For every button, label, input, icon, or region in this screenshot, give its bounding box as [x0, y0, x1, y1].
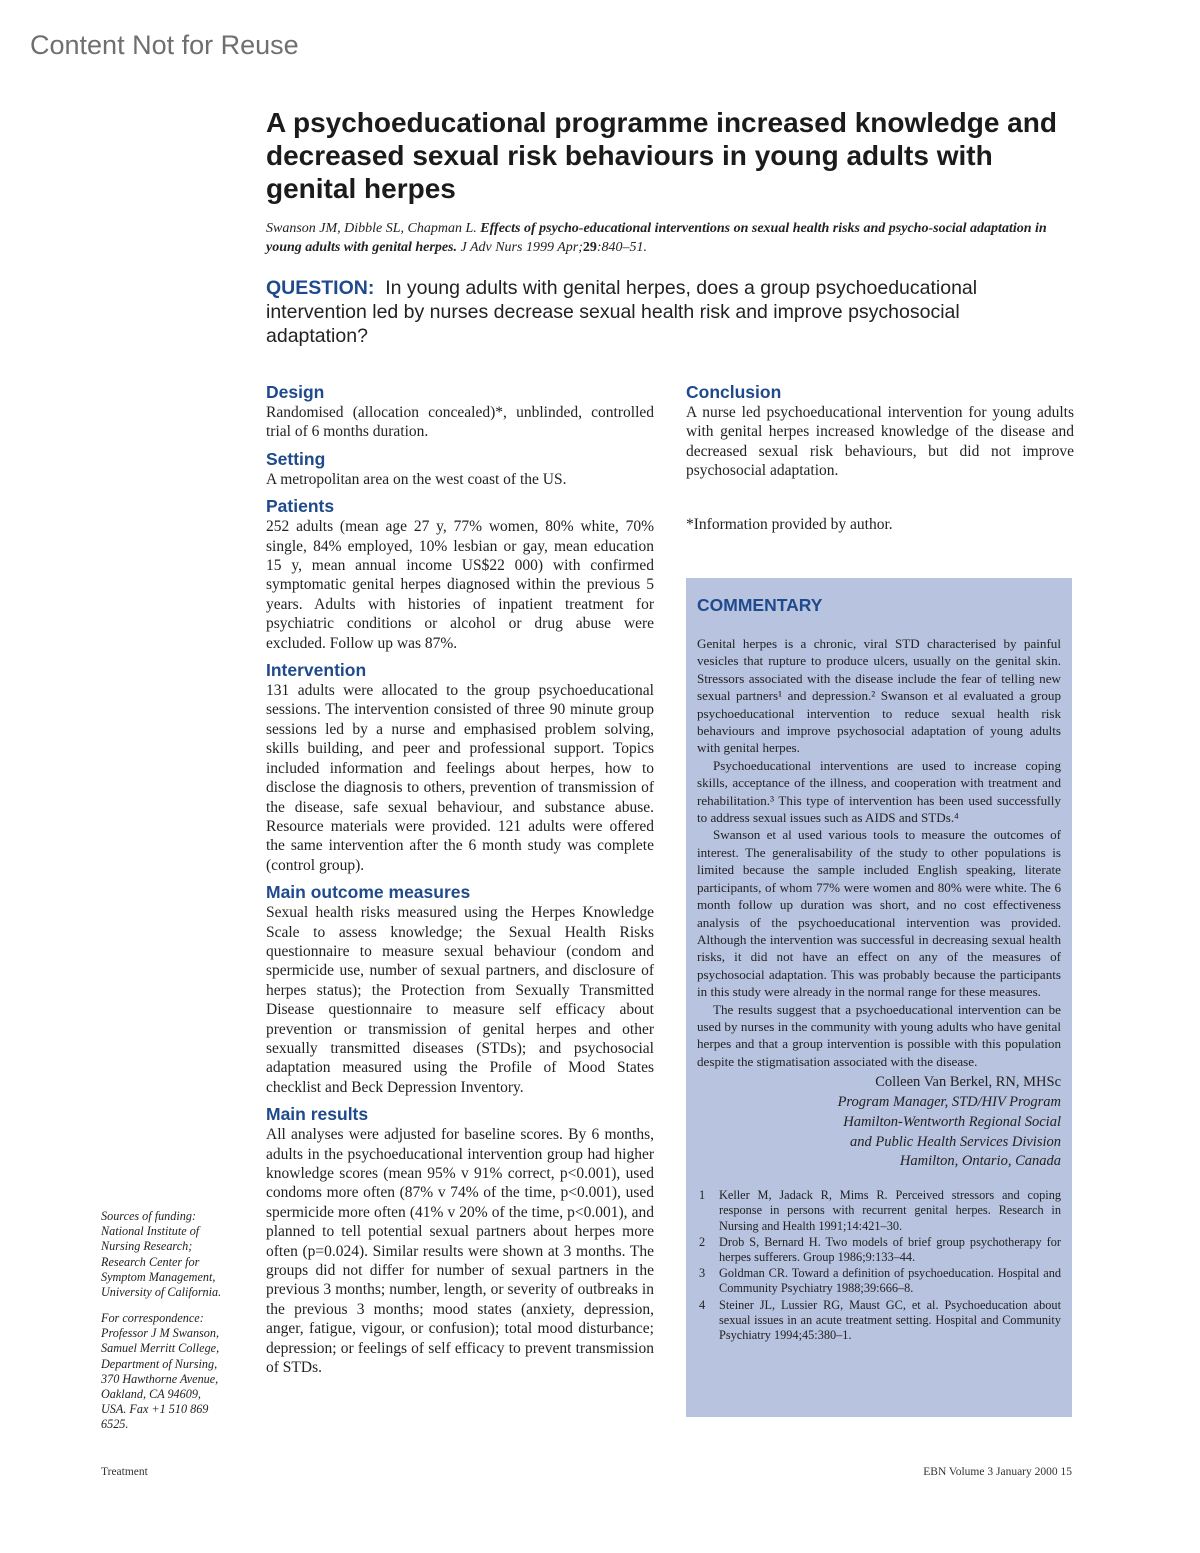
citation-journal: J Adv Nurs 1999 Apr;	[460, 240, 583, 255]
author-footnote: *Information provided by author.	[686, 515, 893, 533]
citation-article-title: Effects of psycho-educational interventions on sexual health risks and psycho-social adaptation in young adults with genital herpes.	[266, 221, 1047, 255]
reference-number: 1	[699, 1188, 706, 1203]
citation-authors: Swanson JM, Dibble SL, Chapman L.	[266, 221, 477, 236]
sidenote-line: Professor J M Swanson,	[101, 1326, 220, 1341]
setting-heading: Setting	[266, 448, 326, 469]
outcome-measures-heading: Main outcome measures	[266, 882, 471, 903]
main-results-heading: Main results	[266, 1104, 369, 1125]
reference-text: Keller M, Jadack R, Mims R. Perceived stressors and coping response in persons with recurrent genital herpes. Research in Nursing and Health 1991;14:421–30.	[719, 1188, 1061, 1233]
sidenote-line: Department of Nursing,	[101, 1356, 218, 1371]
commentary-paragraph: The results suggest that a psychoeducational intervention can be used by nurses in the community with young adults who have genital herpes and that a group intervention is possible with this population despite the stigmatisation associated with the disease.	[697, 1001, 1061, 1069]
sidenote-line: USA. Fax +1 510 869	[101, 1402, 209, 1417]
sidenote-line: Nursing Research;	[101, 1239, 193, 1254]
correspondence-sidenote	[101, 1311, 241, 1433]
reference-number: 2	[699, 1234, 706, 1249]
question-label: QUESTION:	[266, 277, 375, 299]
sidenote-line: 6525.	[101, 1417, 129, 1432]
sidenote-line: Research Center for	[101, 1254, 200, 1269]
right-column	[686, 382, 1074, 534]
sidenote-line: 370 Hawthorne Avenue,	[101, 1371, 219, 1386]
citation-pages: :840–51.	[596, 240, 648, 255]
question	[266, 276, 1056, 348]
reference-text: Drob S, Bernard H. Two models of brief group psychotherapy for herpes sufferers. Group 1986;9:133–44.	[719, 1234, 1061, 1264]
sidenote-line: Oakland, CA 94609,	[101, 1387, 201, 1402]
conclusion-text: A nurse led psychoeducational intervention for young adults with genital herpes increased knowledge of the disease and decreased sexual risk behaviours, but did not improve psychosocial adaptation.	[686, 404, 1074, 480]
citation-volume: 29	[582, 240, 597, 255]
reference-item	[697, 1266, 1061, 1296]
funding-sidenote	[101, 1209, 241, 1300]
reference-list	[697, 1188, 1061, 1343]
reference-item	[697, 1188, 1061, 1234]
reference-item	[697, 1235, 1061, 1265]
design-heading: Design	[266, 382, 325, 402]
reference-number: 3	[699, 1266, 706, 1281]
commentary-heading: COMMENTARY	[697, 595, 823, 615]
design-text: Randomised (allocation concealed)*, unblinded, controlled trial of 6 months duration.	[266, 404, 654, 441]
commentary-paragraph: Genital herpes is a chronic, viral STD characterised by painful vesicles that rupture to produce ulcers, usually on the genital skin. Stressors associated with the disease include the fear of telling new sexual partners¹ and depression.² Swanson et al evaluated a group psychoeducational intervention to reduce sexual health risk behaviours and improve psychosocial adaptation of young adults with genital herpes.	[697, 636, 1061, 756]
question-text: In young adults with genital herpes, does a group psychoeducational intervention led by nurses decrease sexual health risk and improve psychosocial adaptation?	[266, 277, 978, 347]
watermark: Content Not for Reuse	[30, 30, 299, 60]
reference-text: Goldman CR. Toward a definition of psychoeducation. Hospital and Community Psychiatry 1988;39:666–8.	[719, 1266, 1061, 1296]
footer-section-label: Treatment	[101, 1466, 148, 1478]
signature-name: Colleen Van Berkel, RN, MHSc	[875, 1074, 1061, 1091]
patients-heading: Patients	[266, 496, 335, 517]
signature-line: Program Manager, STD/HIV Program	[837, 1093, 1061, 1110]
sidenote-line: University of California.	[101, 1285, 222, 1300]
sidenote-line: Symptom Management,	[101, 1269, 216, 1284]
reference-item	[697, 1298, 1061, 1344]
sidenote-line: Sources of funding:	[101, 1209, 197, 1223]
conclusion-heading: Conclusion	[686, 382, 782, 402]
citation	[266, 219, 1066, 257]
outcome-measures-text: Sexual health risks measured using the Herpes Knowledge Scale to assess knowledge; the Sexual Health Risks questionnaire to measure sexual behaviour (condom and spermicide use, number of sexual partners, and disclosure of herpes status); the Protection from Sexually Transmitted Disease questionnaire to measure self efficacy about prevention or transmission of genital herpes and other sexually transmitted diseases (STDs); and psychosocial adaptation measured using the Profile of Mood States checklist and Beck Depression Inventory.	[266, 904, 654, 1096]
sidenote-line: For correspondence:	[101, 1311, 204, 1325]
article-title: A psychoeducational programme increased knowledge and decreased sexual risk behaviours in young adults with genital herpes	[266, 107, 1057, 204]
signature-line: Hamilton-Wentworth Regional Social	[843, 1113, 1061, 1130]
footer-journal-info: EBN Volume 3 January 2000 15	[923, 1466, 1072, 1478]
patients-text: 252 adults (mean age 27 y, 77% women, 80% white, 70% single, 84% employed, 10% lesbian or gay, mean education 15 y, mean annual income US$22 000) with confirmed symptomatic genital herpes diagnosed within the previous 5 years. Adults with histories of inpatient treatment for psychiatric conditions or alcohol or drug abuse were excluded. Follow up was 87%.	[266, 518, 654, 652]
sidenote-line: National Institute of	[101, 1224, 200, 1239]
signature-line: and Public Health Services Division	[849, 1133, 1061, 1150]
reference-text: Steiner JL, Lussier RG, Maust GC, et al. Psychoeducation about sexual issues in an acute treatment setting. Hospital and Community Psychiatry 1994;45:380–1.	[719, 1297, 1061, 1342]
intervention-heading: Intervention	[266, 660, 367, 681]
commentary-paragraph: Psychoeducational interventions are used to increase coping skills, acceptance of the illness, and cooperation with treatment and rehabilitation.³ This type of intervention has been used successfully to address sexual issues such as AIDS and STDs.⁴	[697, 757, 1061, 826]
commentary-signature	[697, 1073, 1061, 1172]
left-column	[266, 382, 654, 1384]
intervention-text: 131 adults were allocated to the group psychoeducational sessions. The intervention consisted of three 90 minute group sessions led by a nurse and emphasised problem solving, skills building, and peer and professional support. Topics included information and feelings about herpes, how to disclose the diagnosis to others, prevention of transmission of the disease, safe sexual behaviour, and substance abuse. Resource materials were provided. 121 adults were offered the same intervention after the 6 month study was complete (control group).	[266, 682, 654, 874]
commentary-paragraph: Swanson et al used various tools to measure the outcomes of interest. The generalisability of the study to other populations is limited because the sample included English speaking, literate participants, of whom 77% were women and 80% were white. The 6 month follow up duration was short, and no cost effectiveness analysis of the psychoeducational intervention was provided. Although the intervention was successful in decreasing sexual health risks, it did not have an effect on any of the measures of psychosocial adaptation. This was probably because the participants in this study were already in the normal range for these measures.	[697, 827, 1061, 1000]
main-results-text: All analyses were adjusted for baseline scores. By 6 months, adults in the psychoeducational intervention group had higher knowledge scores (mean 95% v 91% correct, p<0.001), used condoms more often (87% v 74% of the time, p<0.001), used spermicide more often (41% v 20% of the time, p<0.001), and planned to tell potential sexual partners about herpes more often (p=0.024). Similar results were shown at 3 months. The groups did not differ for number of sexual partners in the previous 3 months; number, length, or severity of outbreaks in the previous 3 months; mood states (anxiety, depression, anger, fatigue, vigour, or confusion); total mood disturbance; depression; or feelings of self efficacy to prevent transmission of STDs.	[266, 1126, 654, 1377]
setting-text: A metropolitan area on the west coast of the US.	[266, 470, 567, 488]
sidenote-line: Samuel Merritt College,	[101, 1341, 220, 1356]
commentary-box	[686, 578, 1072, 1417]
reference-number: 4	[699, 1297, 706, 1312]
signature-line: Hamilton, Ontario, Canada	[899, 1153, 1061, 1170]
